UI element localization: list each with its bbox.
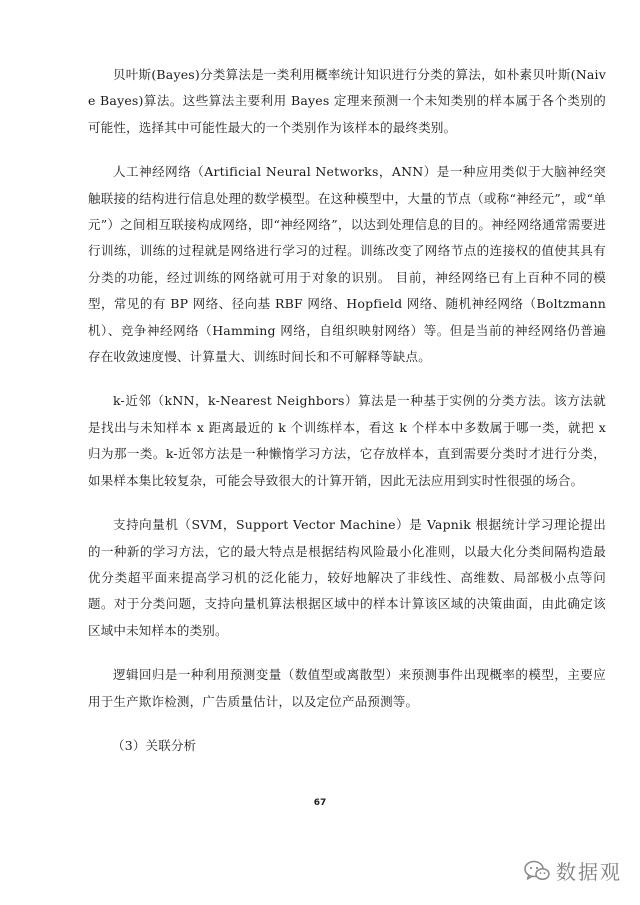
paragraph-ann: 人工神经网络（Artificial Neural Networks，ANN）是一种应用类似于大脑神经突触联接的结构进行信息处理的数学模型。在这种模型中，大量的节点（或称“神经元”，或“单元”）之间相互联接构成网络，即“神经网络”，以达到处理信息的目的。神经网络通常需要进行训练，训练的过程就是网络进行学习的过程。训练改变了网络节点的连接权的值使其具有分类的功能，经过训练的网络就可用于对象的识别。 目前，神经网络已有上百种不同的模型，常见的有 BP 网络、径向基 RBF 网络、Hopfield 网络、随机神经网络（Boltzmann 机）、竞争神经网络（Hamming 网络，自组织映射网络）等。但是当前的神经网络仍普遍存在收敛速度慢、计算量大、训练时间长和不可解释等缺点。 — [88, 164, 606, 365]
section-heading-association-analysis: （3）关联分析 — [112, 737, 197, 753]
document-body — [88, 62, 606, 759]
wechat-icon — [524, 860, 550, 882]
paragraph-knn: k-近邻（kNN，k-Nearest Neighbors）算法是一种基于实例的分类方法。该方法就是找出与未知样本 x 距离最近的 k 个训练样本，看这 k 个样本中多数属于哪一类，就把 x 归为那一类。k-近邻方法是一种懒惰学习方法，它存放样本，直到需要分类时才进行分类，如果样本集比较复杂，可能会导致很大的计算开销，因此无法应用到实时性很强的场合。 — [88, 393, 606, 488]
page-number: 67 — [313, 798, 327, 808]
watermark — [524, 856, 622, 885]
paragraph-svm: 支持向量机（SVM，Support Vector Machine）是 Vapnik 根据统计学习理论提出的一种新的学习方法，它的最大特点是根据结构风险最小化准则，以最大化分类间隔构造最优分类超平面来提高学习机的泛化能力，较好地解决了非线性、高维数、局部极小点等问题。对于分类问题，支持向量机算法根据区域中的样本计算该区域的决策曲面，由此确定该区域中未知样本的类别。 — [88, 517, 606, 638]
paragraph-logistic-regression: 逻辑回归是一种利用预测变量（数值型或离散型）来预测事件出现概率的模型，主要应用于生产欺诈检测，广告质量估计，以及定位产品预测等。 — [88, 667, 606, 709]
paragraph-bayes: 贝叶斯(Bayes)分类算法是一类利用概率统计知识进行分类的算法，如朴素贝叶斯(Naive Bayes)算法。这些算法主要利用 Bayes 定理来预测一个未知类别的样本属于各个类别的可能性，选择其中可能性最大的一个类别作为该样本的最终类别。 — [88, 67, 606, 135]
watermark-text: 数据观 — [556, 860, 622, 884]
